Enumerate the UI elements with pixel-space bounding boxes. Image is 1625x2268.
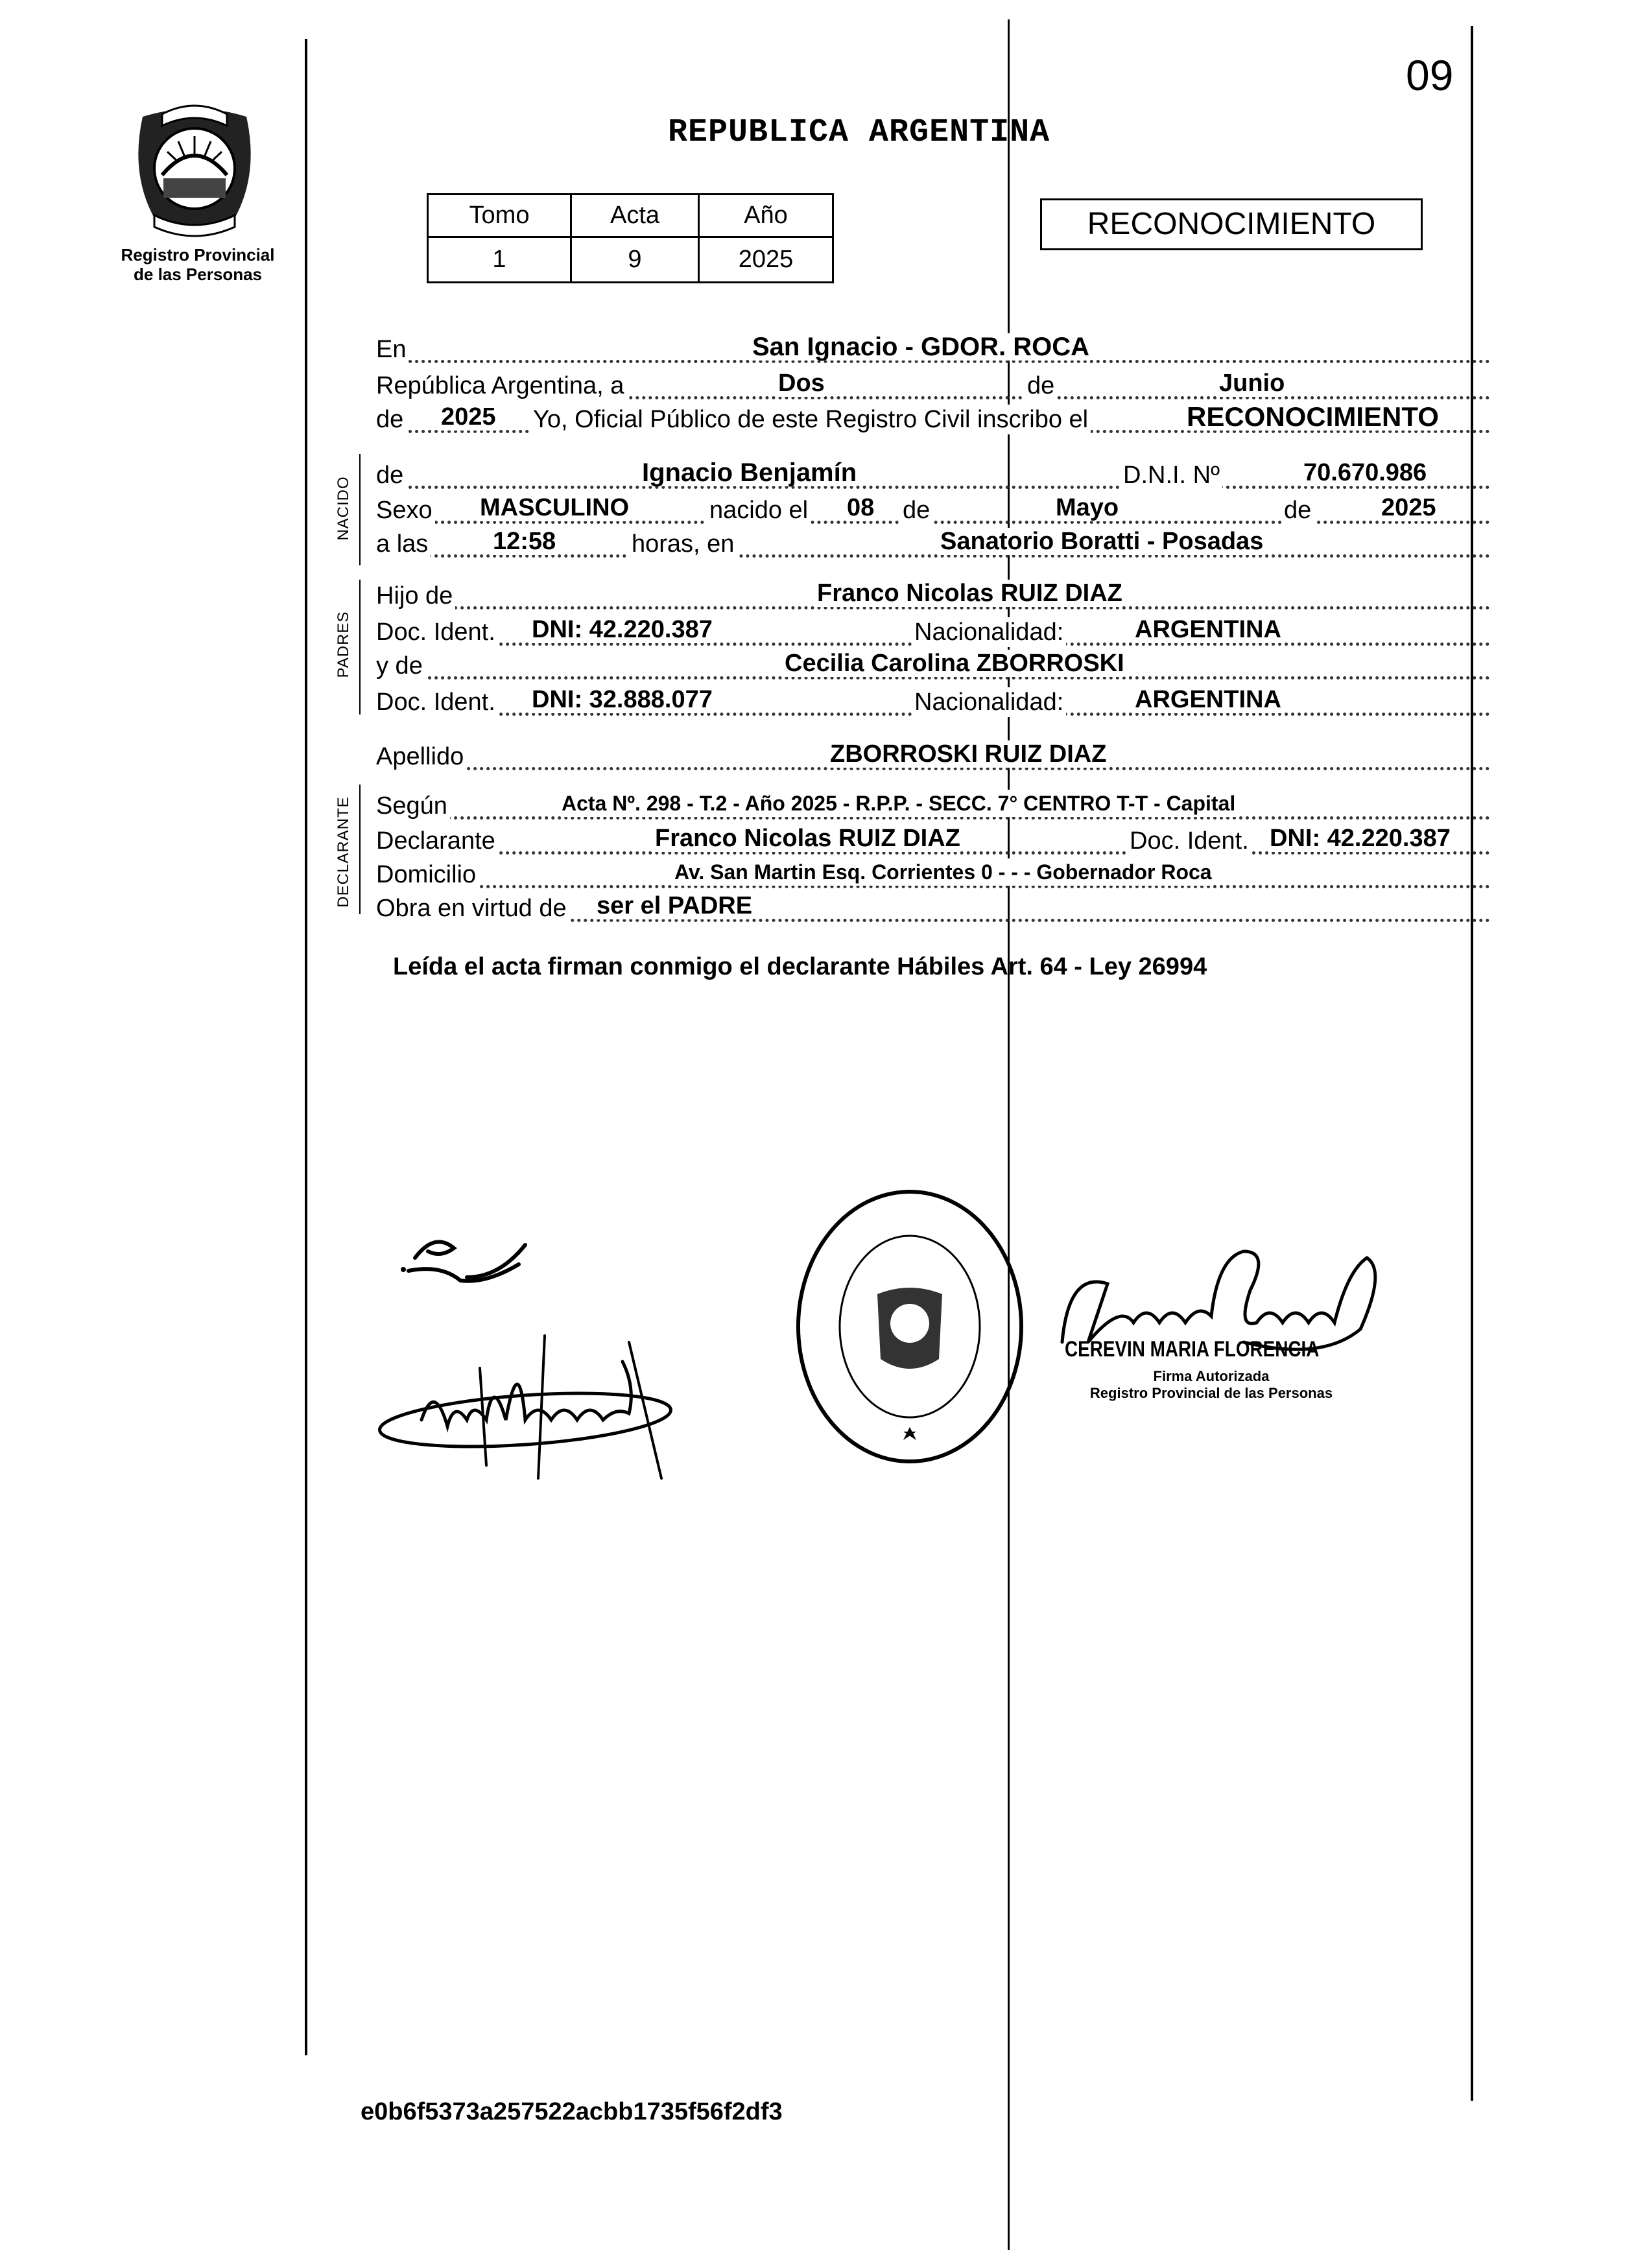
logo-caption [91,245,305,284]
label-de: de [1025,371,1057,401]
value-nacionalidad-padre: ARGENTINA [1135,616,1281,643]
value-nombre-nacido: Ignacio Benjamín [642,458,857,487]
label-de-anio-nac: de [1281,495,1314,525]
label-y-de: y de [376,651,425,681]
logo-caption-line1: Registro Provincial [121,245,275,265]
label-de-anio: de [376,405,406,434]
label-nacionalidad-padre: Nacionalidad: [912,617,1066,647]
value-dni-padre: DNI: 42.220.387 [532,616,713,643]
label-doc-ident-madre: Doc. Ident. [376,687,498,717]
line-hijo-de [376,578,1490,611]
label-dni: D.N.I. Nº [1121,460,1222,490]
label-declarante: Declarante [376,826,498,856]
official-name: CEREVIN MARIA FLORENCIA [1065,1337,1320,1362]
label-hijo-de: Hijo de [376,581,455,611]
value-dia-nacimiento: 08 [847,494,875,521]
line-inscripcion [376,402,1490,434]
official-title: Firma Autorizada [1153,1368,1270,1384]
value-obra: ser el PADRE [597,892,753,919]
section-divider-nacido [359,454,361,565]
value-madre: Cecilia Carolina ZBORROSKI [785,650,1124,677]
page-number: 09 [1406,51,1454,99]
record-type-box: RECONOCIMIENTO [1040,198,1423,250]
value-dni-madre: DNI: 32.888.077 [532,686,713,713]
value-declarante: Franco Nicolas RUIZ DIAZ [655,825,960,852]
official-office: Registro Provincial de las Personas [1089,1385,1333,1401]
value-dni-declarante: DNI: 42.220.387 [1270,825,1451,852]
label-en: En [376,335,409,364]
value-anio-inscripcion: 2025 [441,403,496,431]
value-sexo: MASCULINO [480,494,630,521]
label-doc-ident-declarante: Doc. Ident. [1127,826,1251,856]
label-nacionalidad-madre: Nacionalidad: [912,687,1066,717]
label-segun: Según [376,791,450,821]
label-apellido: Apellido [376,742,466,772]
label-doc-ident-padre: Doc. Ident. [376,617,498,647]
official-title-block [1069,1368,1354,1402]
value-apellido: ZBORROSKI RUIZ DIAZ [830,740,1107,768]
label-domicilio: Domicilio [376,860,479,890]
value-nacionalidad-madre: ARGENTINA [1135,686,1281,713]
line-declarante [376,823,1490,856]
value-segun: Acta Nº. 298 - T.2 - Año 2025 - R.P.P. - SECC. 7° CENTRO T-T - Capital [562,790,1235,817]
label-a-las: a las [376,529,431,559]
value-domicilio: Av. San Martin Esq. Corrientes 0 - - - Gobernador Roca [674,858,1212,886]
acta-header-anio: Año [699,195,833,237]
label-de-mes: de [900,495,932,525]
value-tipo-inscripcion: RECONOCIMIENTO [1187,401,1439,432]
closing-statement: Leída el acta firman conmigo el declarante Hábiles Art. 64 - Ley 26994 [393,953,1207,980]
official-round-stamp-icon [790,1184,1030,1469]
side-label-declarante: DECLARANTE [335,796,352,908]
value-lugar: San Ignacio - GDOR. ROCA [752,333,1090,361]
acta-value-tomo: 1 [428,237,571,283]
line-apellido [376,739,1490,772]
line-domicilio [376,857,1490,890]
line-fecha [376,368,1490,401]
value-dia-inscripcion: Dos [778,370,825,397]
line-doc-padre [376,615,1490,647]
value-hora: 12:58 [493,528,556,555]
section-divider-padres [359,580,361,715]
acta-header-tomo: Tomo [428,195,571,237]
value-anio-nacimiento: 2025 [1381,494,1436,521]
value-mes-inscripcion: Junio [1219,370,1285,397]
value-lugar-nacimiento: Sanatorio Boratti - Posadas [940,528,1264,555]
line-segun [376,788,1490,821]
acta-value-acta: 9 [571,237,699,283]
side-label-padres: PADRES [335,611,352,678]
line-obra [376,891,1490,923]
label-de-nacido: de [376,460,406,490]
value-dni-nacido: 70.670.986 [1303,459,1427,486]
declarante-initials-signature [389,1219,545,1303]
document-hash: e0b6f5373a257522acbb1735f56f2df3 [361,2098,783,2125]
side-label-nacido: NACIDO [335,476,352,541]
section-divider-declarante [359,785,361,914]
label-nacido-el: nacido el [707,495,811,525]
declarante-signature [376,1323,681,1491]
label-sexo: Sexo [376,495,435,525]
value-padre: Franco Nicolas RUIZ DIAZ [817,580,1122,607]
line-hora [376,526,1490,559]
label-republica: República Argentina, a [376,371,626,401]
label-horas-en: horas, en [629,529,737,559]
line-en [376,332,1490,364]
left-margin-line [305,39,307,2055]
acta-table [427,193,834,283]
label-obra: Obra en virtud de [376,893,569,923]
provincial-seal-icon [117,97,272,246]
value-mes-nacimiento: Mayo [1056,494,1119,521]
logo-caption-line2: de las Personas [134,265,262,284]
acta-value-anio: 2025 [699,237,833,283]
line-y-de [376,648,1490,681]
document-title: REPUBLICA ARGENTINA [668,114,1050,151]
line-nacido-de [376,458,1490,490]
line-sexo [376,493,1490,525]
label-oficial: Yo, Oficial Público de este Registro Civil inscribo el [530,405,1091,434]
line-doc-madre [376,685,1490,717]
acta-header-acta: Acta [571,195,699,237]
